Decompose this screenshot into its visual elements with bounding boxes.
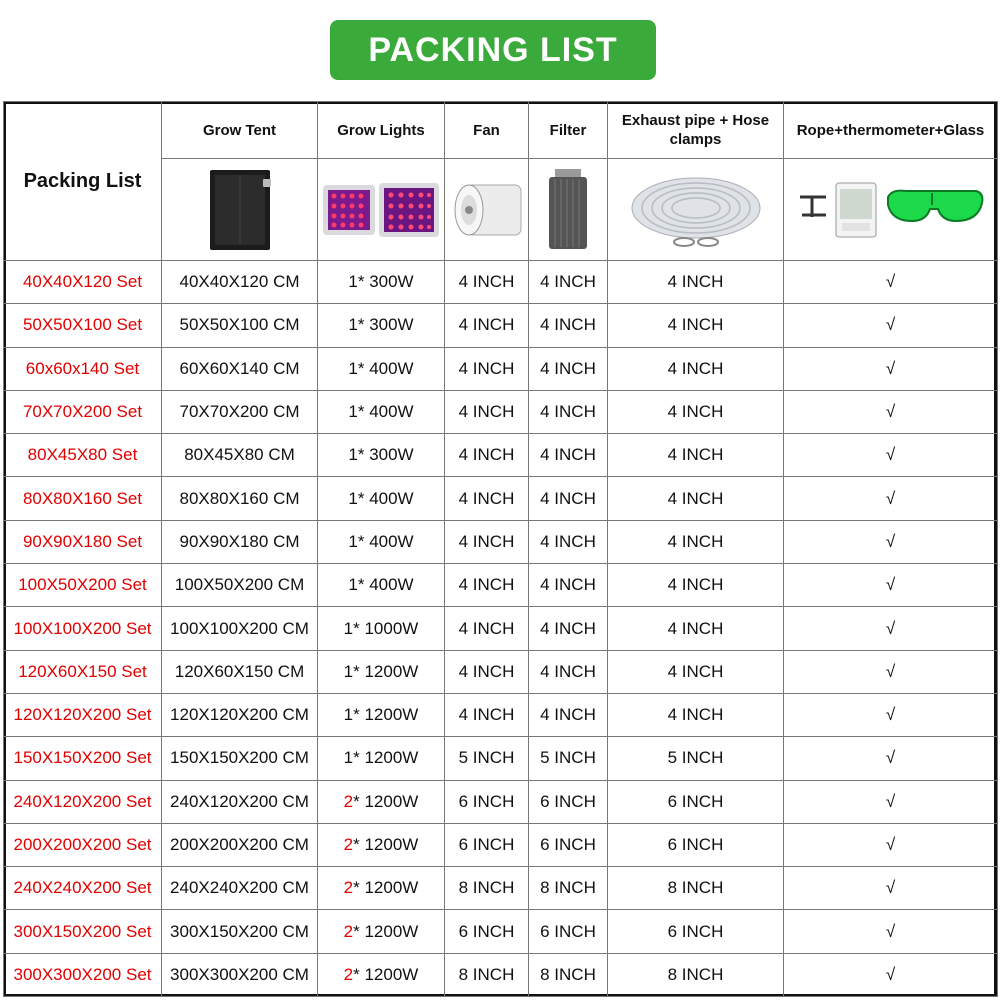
accessories-check: √ bbox=[784, 953, 998, 996]
pipe-size: 4 INCH bbox=[608, 693, 784, 736]
table-row bbox=[4, 434, 998, 477]
pipe-size: 8 INCH bbox=[608, 867, 784, 910]
pipe-size: 6 INCH bbox=[608, 780, 784, 823]
lights-spec bbox=[318, 823, 445, 866]
lights-qty: 1 bbox=[348, 315, 358, 335]
lights-wattage: * 1200W bbox=[353, 964, 419, 984]
tent-size: 120X120X200 CM bbox=[162, 693, 318, 736]
lights-wattage: * 1000W bbox=[353, 618, 419, 638]
lights-wattage: * 1200W bbox=[353, 791, 419, 811]
page-title: PACKING LIST bbox=[330, 20, 656, 80]
lights-spec bbox=[318, 477, 445, 520]
fan-size: 4 INCH bbox=[445, 520, 529, 563]
tent-size: 240X240X200 CM bbox=[162, 867, 318, 910]
tent-size: 50X50X100 CM bbox=[162, 304, 318, 347]
table-row bbox=[4, 390, 998, 433]
fan-size: 8 INCH bbox=[445, 867, 529, 910]
set-name: 120X60X150 Set bbox=[4, 650, 162, 693]
lights-wattage: * 1200W bbox=[353, 921, 419, 941]
pipe-size: 6 INCH bbox=[608, 910, 784, 953]
fan-image bbox=[445, 159, 529, 261]
lights-wattage: * 400W bbox=[357, 488, 414, 508]
set-name: 150X150X200 Set bbox=[4, 737, 162, 780]
pipe-size: 6 INCH bbox=[608, 823, 784, 866]
accessories-check: √ bbox=[784, 477, 998, 520]
table-row bbox=[4, 823, 998, 866]
pipe-size: 4 INCH bbox=[608, 477, 784, 520]
corner-header: Packing List bbox=[4, 102, 162, 261]
filter-size: 6 INCH bbox=[529, 823, 608, 866]
lights-qty: 1 bbox=[348, 531, 358, 551]
lights-qty: 1 bbox=[343, 618, 354, 638]
set-name: 40X40X120 Set bbox=[4, 261, 162, 304]
lights-wattage: * 300W bbox=[357, 445, 414, 465]
fan-size: 4 INCH bbox=[445, 304, 529, 347]
tent-size: 100X50X200 CM bbox=[162, 564, 318, 607]
lights-qty: 1 bbox=[348, 488, 358, 508]
tent-size: 70X70X200 CM bbox=[162, 390, 318, 433]
lights-wattage: * 400W bbox=[357, 358, 414, 378]
table-row bbox=[4, 693, 998, 736]
filter-size: 4 INCH bbox=[529, 304, 608, 347]
accessories-check: √ bbox=[784, 520, 998, 563]
accessories-check: √ bbox=[784, 564, 998, 607]
lights-wattage: * 400W bbox=[357, 531, 414, 551]
pipe-size: 4 INCH bbox=[608, 390, 784, 433]
lights-spec bbox=[318, 693, 445, 736]
lights-qty: 2 bbox=[343, 964, 354, 984]
fan-size: 4 INCH bbox=[445, 347, 529, 390]
table-row bbox=[4, 261, 998, 304]
pipe-size: 5 INCH bbox=[608, 737, 784, 780]
pipe-size: 4 INCH bbox=[608, 650, 784, 693]
lights-wattage: * 400W bbox=[357, 402, 414, 422]
lights-spec bbox=[318, 867, 445, 910]
filter-size: 4 INCH bbox=[529, 347, 608, 390]
lights-spec bbox=[318, 261, 445, 304]
table-row bbox=[4, 520, 998, 563]
lights-spec bbox=[318, 910, 445, 953]
accessories-image bbox=[784, 159, 998, 261]
set-name: 300X300X200 Set bbox=[4, 953, 162, 996]
set-name: 300X150X200 Set bbox=[4, 910, 162, 953]
fan-size: 4 INCH bbox=[445, 261, 529, 304]
set-name: 240X240X200 Set bbox=[4, 867, 162, 910]
lights-qty: 2 bbox=[343, 791, 354, 811]
pipe-size: 4 INCH bbox=[608, 261, 784, 304]
lights-qty: 1 bbox=[348, 402, 358, 422]
filter-size: 6 INCH bbox=[529, 910, 608, 953]
exhaust-pipe-image bbox=[608, 159, 784, 261]
filter-size: 4 INCH bbox=[529, 693, 608, 736]
fan-size: 4 INCH bbox=[445, 693, 529, 736]
fan-size: 8 INCH bbox=[445, 953, 529, 996]
lights-spec bbox=[318, 780, 445, 823]
fan-size: 6 INCH bbox=[445, 780, 529, 823]
table-row bbox=[4, 780, 998, 823]
col-header-fan: Fan bbox=[445, 102, 529, 159]
lights-spec bbox=[318, 347, 445, 390]
accessories-check: √ bbox=[784, 780, 998, 823]
fan-size: 6 INCH bbox=[445, 910, 529, 953]
table-row bbox=[4, 737, 998, 780]
filter-size: 4 INCH bbox=[529, 607, 608, 650]
fan-size: 4 INCH bbox=[445, 650, 529, 693]
lights-wattage: * 1200W bbox=[353, 705, 419, 725]
pipe-size: 8 INCH bbox=[608, 953, 784, 996]
tent-size: 80X45X80 CM bbox=[162, 434, 318, 477]
filter-image bbox=[529, 159, 608, 261]
fan-size: 4 INCH bbox=[445, 477, 529, 520]
lights-qty: 2 bbox=[343, 921, 354, 941]
table-row bbox=[4, 607, 998, 650]
accessories-check: √ bbox=[784, 693, 998, 736]
lights-qty: 1 bbox=[343, 661, 354, 681]
filter-size: 5 INCH bbox=[529, 737, 608, 780]
tent-size: 80X80X160 CM bbox=[162, 477, 318, 520]
lights-wattage: * 1200W bbox=[353, 835, 419, 854]
table-row bbox=[4, 867, 998, 910]
col-header-accessories: Rope+thermometer+Glass bbox=[784, 102, 998, 159]
accessories-check: √ bbox=[784, 607, 998, 650]
set-name: 80X45X80 Set bbox=[4, 434, 162, 477]
col-header-grow-lights: Grow Lights bbox=[318, 102, 445, 159]
filter-size: 4 INCH bbox=[529, 477, 608, 520]
lights-wattage: * 400W bbox=[357, 575, 414, 595]
tent-size: 90X90X180 CM bbox=[162, 520, 318, 563]
lights-qty: 1 bbox=[348, 272, 358, 292]
lights-wattage: * 1200W bbox=[353, 661, 419, 681]
set-name: 70X70X200 Set bbox=[4, 390, 162, 433]
lights-spec bbox=[318, 390, 445, 433]
table-row bbox=[4, 304, 998, 347]
filter-size: 8 INCH bbox=[529, 867, 608, 910]
set-name: 120X120X200 Set bbox=[4, 693, 162, 736]
lights-wattage: * 1200W bbox=[353, 748, 419, 768]
lights-spec bbox=[318, 564, 445, 607]
fan-size: 4 INCH bbox=[445, 564, 529, 607]
set-name: 80X80X160 Set bbox=[4, 477, 162, 520]
table-row bbox=[4, 564, 998, 607]
filter-size: 4 INCH bbox=[529, 650, 608, 693]
lights-wattage: * 300W bbox=[357, 315, 414, 335]
table-row bbox=[4, 347, 998, 390]
lights-spec bbox=[318, 434, 445, 477]
lights-spec bbox=[318, 304, 445, 347]
pipe-size: 4 INCH bbox=[608, 347, 784, 390]
pipe-size: 4 INCH bbox=[608, 434, 784, 477]
tent-size: 40X40X120 CM bbox=[162, 261, 318, 304]
lights-qty: 1 bbox=[343, 748, 354, 768]
grow-lights-image bbox=[318, 159, 445, 261]
filter-size: 6 INCH bbox=[529, 780, 608, 823]
pipe-size: 4 INCH bbox=[608, 520, 784, 563]
filter-size: 8 INCH bbox=[529, 953, 608, 996]
accessories-check: √ bbox=[784, 737, 998, 780]
filter-size: 4 INCH bbox=[529, 520, 608, 563]
tent-size: 60X60X140 CM bbox=[162, 347, 318, 390]
pipe-size: 4 INCH bbox=[608, 607, 784, 650]
lights-wattage: * 1200W bbox=[353, 878, 419, 898]
tent-size: 200X200X200 CM bbox=[162, 823, 318, 866]
filter-size: 4 INCH bbox=[529, 564, 608, 607]
accessories-check: √ bbox=[784, 390, 998, 433]
set-name: 60x60x140 Set bbox=[4, 347, 162, 390]
grow-tent-image bbox=[162, 159, 318, 261]
accessories-check: √ bbox=[784, 867, 998, 910]
set-name: 100X100X200 Set bbox=[4, 607, 162, 650]
set-name: 90X90X180 Set bbox=[4, 520, 162, 563]
set-name: 240X120X200 Set bbox=[4, 780, 162, 823]
tent-size: 100X100X200 CM bbox=[162, 607, 318, 650]
lights-qty: 1 bbox=[348, 575, 358, 595]
accessories-check: √ bbox=[784, 347, 998, 390]
set-name: 200X200X200 Set bbox=[4, 823, 162, 866]
pipe-size: 4 INCH bbox=[608, 564, 784, 607]
lights-qty: 1 bbox=[348, 445, 358, 465]
table-row bbox=[4, 953, 998, 996]
accessories-check: √ bbox=[784, 823, 998, 866]
accessories-check: √ bbox=[784, 261, 998, 304]
table-row bbox=[4, 650, 998, 693]
lights-wattage: * 300W bbox=[357, 272, 414, 292]
tent-size: 120X60X150 CM bbox=[162, 650, 318, 693]
packing-list-table bbox=[3, 101, 998, 997]
tent-size: 300X300X200 CM bbox=[162, 953, 318, 996]
lights-spec bbox=[318, 607, 445, 650]
table-row bbox=[4, 910, 998, 953]
tent-size: 240X120X200 CM bbox=[162, 780, 318, 823]
lights-qty: 2 bbox=[343, 835, 354, 854]
set-name: 50X50X100 Set bbox=[4, 304, 162, 347]
col-header-grow-tent: Grow Tent bbox=[162, 102, 318, 159]
col-header-exhaust-pipe: Exhaust pipe + Hose clamps bbox=[608, 102, 784, 159]
lights-spec bbox=[318, 737, 445, 780]
lights-spec bbox=[318, 953, 445, 996]
fan-size: 5 INCH bbox=[445, 737, 529, 780]
lights-spec bbox=[318, 520, 445, 563]
lights-qty: 1 bbox=[348, 358, 358, 378]
pipe-size: 4 INCH bbox=[608, 304, 784, 347]
accessories-check: √ bbox=[784, 910, 998, 953]
fan-size: 4 INCH bbox=[445, 607, 529, 650]
col-header-filter: Filter bbox=[529, 102, 608, 159]
accessories-check: √ bbox=[784, 434, 998, 477]
table-row bbox=[4, 477, 998, 520]
accessories-check: √ bbox=[784, 650, 998, 693]
lights-qty: 2 bbox=[343, 878, 354, 898]
tent-size: 300X150X200 CM bbox=[162, 910, 318, 953]
accessories-check: √ bbox=[784, 304, 998, 347]
filter-size: 4 INCH bbox=[529, 434, 608, 477]
lights-qty: 1 bbox=[343, 705, 354, 725]
filter-size: 4 INCH bbox=[529, 261, 608, 304]
lights-spec bbox=[318, 650, 445, 693]
tent-size: 150X150X200 CM bbox=[162, 737, 318, 780]
fan-size: 4 INCH bbox=[445, 390, 529, 433]
filter-size: 4 INCH bbox=[529, 390, 608, 433]
fan-size: 6 INCH bbox=[445, 823, 529, 866]
fan-size: 4 INCH bbox=[445, 434, 529, 477]
set-name: 100X50X200 Set bbox=[4, 564, 162, 607]
